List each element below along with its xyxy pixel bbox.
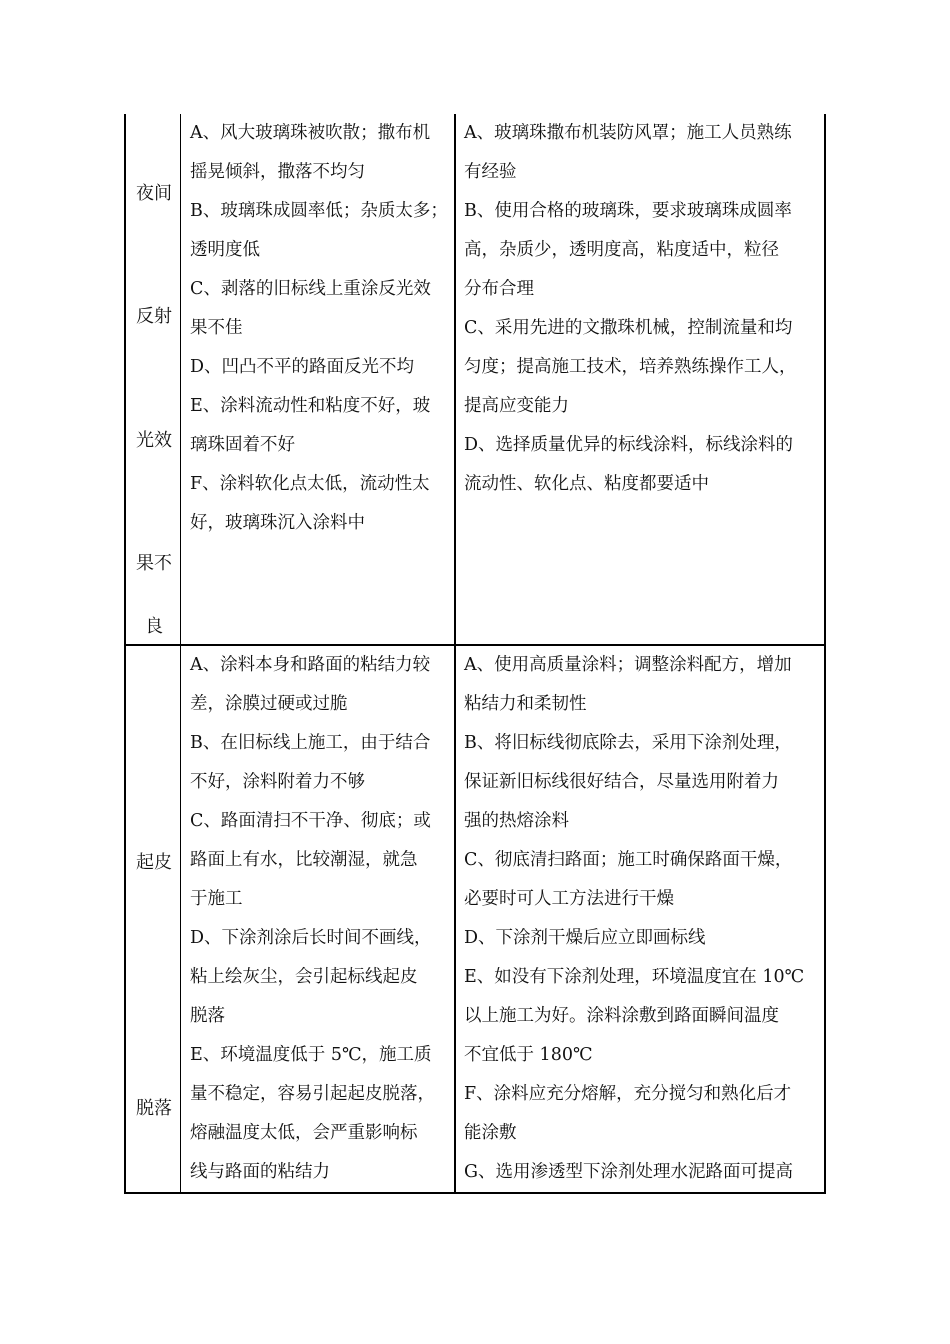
text-line: 透明度低 (190, 240, 260, 260)
text-line: 粘上绘灰尘，会引起标线起皮 (190, 967, 418, 987)
row-label-line: 脱落 (136, 1098, 172, 1119)
causes-cell (190, 114, 452, 543)
troubleshooting-table (124, 114, 826, 1194)
cause-item (190, 465, 452, 543)
measure-item (464, 841, 824, 919)
measures-cell (464, 114, 824, 504)
row-label-line: 光效 (136, 430, 172, 451)
text-line: 量不稳定，容易引起起皮脱落， (190, 1084, 435, 1104)
measure-item (464, 1153, 824, 1192)
row-label-line: 反射 (136, 306, 172, 327)
text-line: 强的热熔涂料 (464, 811, 569, 831)
measure-item (464, 192, 824, 309)
text-line: F、涂料应充分熔解，充分搅匀和熟化后才 (464, 1084, 792, 1104)
measures-cell (464, 646, 824, 1192)
text-line: 璃珠固着不好 (190, 435, 295, 455)
cause-item (190, 348, 452, 387)
text-line: 必要时可人工方法进行干燥 (464, 889, 674, 909)
text-line: A、涂料本身和路面的粘结力较 (190, 655, 431, 675)
cause-item (190, 646, 452, 724)
text-line: 脱落 (190, 1006, 225, 1026)
text-line: D、下涂剂干燥后应立即画标线 (464, 928, 706, 948)
row-label-line: 良 (145, 616, 163, 637)
text-line: 提高应变能力 (464, 396, 569, 416)
measure-item (464, 309, 824, 426)
text-line: G、选用渗透型下涂剂处理水泥路面可提高 (464, 1162, 793, 1182)
text-line: A、使用高质量涂料；调整涂料配方，增加 (464, 655, 792, 675)
text-line: D、选择质量优异的标线涂料，标线涂料的 (464, 435, 794, 455)
text-line: C、路面清扫不干净、彻底；或 (190, 811, 431, 831)
cause-item (190, 387, 452, 465)
text-line: 熔融温度太低，会严重影响标 (190, 1123, 418, 1143)
text-line: A、玻璃珠撒布机装防风罩；施工人员熟练 (464, 123, 792, 143)
measure-item (464, 919, 824, 958)
row-label-line: 起皮 (136, 852, 172, 873)
text-line: B、将旧标线彻底除去，采用下涂剂处理， (464, 733, 792, 753)
text-line: B、在旧标线上施工，由于结合 (190, 733, 431, 753)
table-right-border (824, 114, 826, 1194)
text-line: 有经验 (464, 162, 517, 182)
text-line: 路面上有水，比较潮湿，就急 (190, 850, 418, 870)
text-line: 以上施工为好。涂料涂敷到路面瞬间温度 (464, 1006, 779, 1026)
row-label-night-reflection (126, 114, 180, 644)
text-line: 于施工 (190, 889, 243, 909)
measure-item (464, 1075, 824, 1153)
measure-item (464, 114, 824, 192)
text-line: 高，杂质少，透明度高，粘度适中，粒径 (464, 240, 779, 260)
table-bottom-border (124, 1192, 826, 1194)
text-line: C、彻底清扫路面；施工时确保路面干燥， (464, 850, 793, 870)
text-line: 不宜低于 180℃ (464, 1045, 593, 1065)
row-label-line: 夜间 (136, 183, 172, 204)
cause-item (190, 192, 452, 270)
measure-item (464, 724, 824, 841)
row-label-peeling (126, 646, 180, 1192)
cause-item (190, 919, 452, 1036)
text-line: 差，涂膜过硬或过脆 (190, 694, 348, 714)
text-line: B、玻璃珠成圆率低；杂质太多； (190, 201, 448, 221)
cause-item (190, 270, 452, 348)
cause-item (190, 802, 452, 919)
text-line: 线与路面的粘结力 (190, 1162, 330, 1182)
text-line: 能涂敷 (464, 1123, 517, 1143)
row-label-line: 果不 (136, 553, 172, 574)
cause-item (190, 114, 452, 192)
table-col-divider-1 (180, 114, 181, 1194)
text-line: C、采用先进的文撒珠机械，控制流量和均 (464, 318, 793, 338)
text-line: E、涂料流动性和粘度不好，玻 (190, 396, 431, 416)
text-line: A、风大玻璃珠被吹散；撒布机 (190, 123, 431, 143)
text-line: 摇晃倾斜，撒落不均匀 (190, 162, 365, 182)
cause-item (190, 724, 452, 802)
measure-item (464, 958, 824, 1075)
text-line: 分布合理 (464, 279, 534, 299)
text-line: D、凹凸不平的路面反光不均 (190, 357, 415, 377)
text-line: 匀度；提高施工技术，培养熟练操作工人， (464, 357, 797, 377)
text-line: B、使用合格的玻璃珠，要求玻璃珠成圆率 (464, 201, 792, 221)
cause-item (190, 1036, 452, 1192)
text-line: E、如没有下涂剂处理，环境温度宜在 10℃ (464, 967, 805, 987)
text-line: E、环境温度低于 5℃，施工质 (190, 1045, 432, 1065)
text-line: 流动性、软化点、粘度都要适中 (464, 474, 709, 494)
text-line: 不好，涂料附着力不够 (190, 772, 365, 792)
text-line: 粘结力和柔韧性 (464, 694, 587, 714)
text-line: D、下涂剂涂后长时间不画线， (190, 928, 432, 948)
text-line: 好，玻璃珠沉入涂料中 (190, 513, 365, 533)
causes-cell (190, 646, 452, 1192)
text-line: 果不佳 (190, 318, 243, 338)
text-line: F、涂料软化点太低，流动性太 (190, 474, 430, 494)
measure-item (464, 646, 824, 724)
text-line: 保证新旧标线很好结合，尽量选用附着力 (464, 772, 779, 792)
measure-item (464, 426, 824, 504)
text-line: C、剥落的旧标线上重涂反光效 (190, 279, 431, 299)
table-col-divider-2 (454, 114, 456, 1194)
